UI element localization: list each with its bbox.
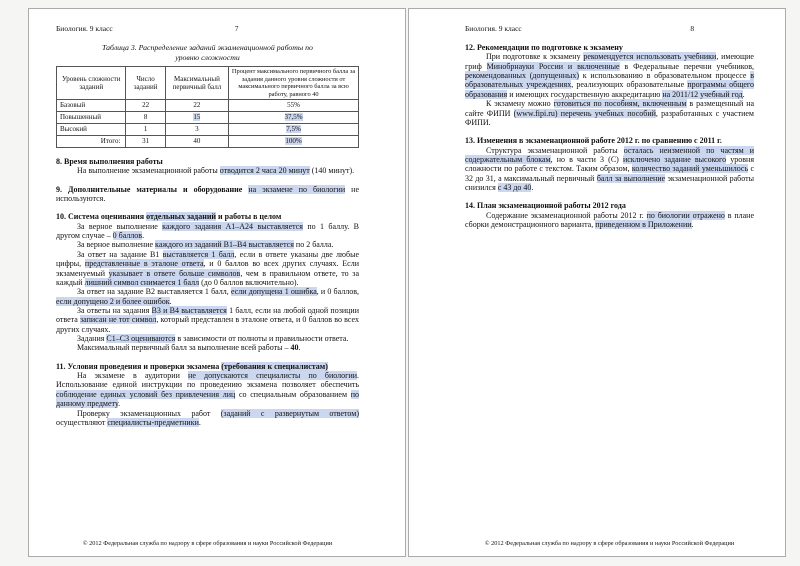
selection-highlight: программы общего образования bbox=[465, 80, 754, 99]
paragraph: За верное выполнение каждого задания А1–А24 выставляется по 1 баллу. В другом случае – 0 баллов. bbox=[56, 221, 359, 241]
paragraph: При подготовке к экзамену рекомендуется использовать учебники, имеющие гриф Минобрнауки России и включенные в Федеральные перечни учебников, рекомендованных (допущенных) к использованию в образовательном процессе в образовательных учреждениях, реализующих образовательные программы общего образования и имеющих государственную аккредитацию на 2011/12 учебный год. bbox=[465, 52, 754, 99]
document-section bbox=[56, 212, 359, 352]
paragraph: Задания С1–С3 оцениваются в зависимости от полноты и правильности ответа. bbox=[77, 334, 349, 344]
page-7-content bbox=[56, 157, 359, 427]
table-row bbox=[57, 99, 359, 111]
selection-highlight: лишний символ снимается 1 балл bbox=[84, 277, 200, 287]
selection-highlight: указывает в ответе больше символов bbox=[108, 268, 241, 278]
table-cell bbox=[229, 123, 359, 135]
selection-highlight: с 43 до 40 bbox=[497, 183, 532, 193]
selection-highlight: если допущено 2 и более ошибок bbox=[56, 296, 170, 306]
selection-highlight: 15 bbox=[193, 113, 201, 122]
document-section bbox=[465, 43, 754, 127]
selection-highlight: каждого задания А1–А24 выставляется bbox=[162, 221, 303, 231]
table-cell: 3 bbox=[165, 123, 228, 135]
document-section bbox=[56, 185, 359, 204]
selection-highlight: в образовательных учреждениях bbox=[465, 71, 754, 90]
paragraph: Проверку экзаменационных работ (заданий с развернутым ответом) осуществляют специалисты-предметники. bbox=[56, 408, 360, 427]
selection-highlight: 37,5% bbox=[284, 113, 303, 122]
table-header-cell: Процент максимального первичного балла за задания данного уровня сложности от максимального первичного балла за всю работу, равного 40 bbox=[229, 67, 359, 99]
selection-highlight: по данному предмету bbox=[56, 389, 359, 409]
difficulty-table bbox=[56, 66, 359, 147]
selection-highlight: рекомендованных (допущенных) bbox=[465, 71, 580, 81]
table-row bbox=[57, 111, 359, 123]
document-section bbox=[56, 157, 359, 176]
page-number: 8 bbox=[690, 24, 695, 33]
selection-highlight: каждого из заданий В1–В4 выставляется bbox=[155, 240, 294, 250]
paragraph: За ответ на задание В2 выставляется 1 балл, если допущена 1 ошибка, и 0 баллов, если допущено 2 и более ошибок. bbox=[56, 287, 360, 306]
selection-highlight: осталась неизменной по частям и содержательным блокам bbox=[465, 145, 754, 164]
section-heading: 8. Время выполнения работы bbox=[56, 156, 163, 166]
selection-highlight: если допущена 1 ошибка bbox=[230, 287, 317, 297]
table-caption: Таблица 3. Распределение заданий экзаменационной работы по уровню сложности bbox=[102, 43, 313, 62]
running-title: Биология. 9 класс bbox=[465, 24, 522, 33]
paragraph: На выполнение экзаменационной работы отводится 2 часа 20 минут (140 минут). bbox=[77, 166, 355, 176]
table-row bbox=[57, 123, 359, 135]
page-8-content bbox=[465, 43, 754, 229]
table-cell: Высокий bbox=[57, 123, 126, 135]
selection-highlight: рекомендуется использовать учебники bbox=[583, 52, 717, 62]
paragraph: Максимальный первичный балл за выполнение всей работы – 40. bbox=[77, 343, 301, 353]
page-header bbox=[465, 24, 754, 34]
paragraph: На экзамене в аудитории не допускаются специалисты по биологии. Использование единой инструкции по проведению экзамена позволяет обеспечить соблюдение единых условий без привлечения лиц со специальным образованием по данному предмету. bbox=[56, 371, 360, 409]
document-section bbox=[465, 136, 754, 192]
page-footer: © 2012 Федеральная служба по надзору в сфере образования и науки Российской Федерации bbox=[82, 540, 333, 547]
selection-highlight: на экзамене по биологии bbox=[248, 184, 346, 194]
page-header bbox=[56, 24, 359, 34]
table-header-row bbox=[57, 67, 359, 99]
selection-highlight: количество заданий уменьшилось bbox=[631, 164, 749, 174]
selection-highlight: приведенном в Приложении bbox=[595, 220, 692, 230]
selection-highlight: на 2011/12 учебный год bbox=[662, 89, 743, 99]
section-heading: 10. Система оценивания отдельных заданий и работы в целом bbox=[56, 212, 282, 222]
paragraph: Структура экзаменационной работы осталась неизменной по частям и содержательным блокам, но в части 3 (С) исключено задание высокого уровня сложности по работе с текстом. Таким образом, количество заданий уменьшилось с 32 до 31, а максимальный первичный балл за выполнение экзаменационной работы снизился с 43 до 40. bbox=[465, 145, 755, 193]
section-heading: 11. Условия проведения и проверки экзамена (требования к специалистам) bbox=[56, 361, 328, 371]
selection-highlight: 0 баллов bbox=[112, 231, 143, 241]
paragraph: 9. Дополнительные материалы и оборудование на экзамене по биологии не используются. bbox=[56, 184, 359, 203]
table-cell: 22 bbox=[165, 99, 228, 111]
selection-highlight: по биологии отражено bbox=[646, 210, 725, 220]
section-heading: 13. Изменения в экзаменационной работе 2012 г. по сравнению с 2011 г. bbox=[465, 136, 722, 146]
document-section bbox=[56, 362, 359, 428]
paragraph: К экзамену можно готовиться по пособиям, включенным в размещенный на сайте ФИПИ (www.fipi.ru) перечень учебных пособий, разработанных с участием ФИПИ. bbox=[465, 99, 755, 127]
page-7 bbox=[28, 8, 406, 557]
selection-highlight: (требования к специалистам) bbox=[221, 361, 328, 371]
table-cell: Итого: bbox=[57, 135, 126, 147]
selection-highlight: В3 и В4 выставляется bbox=[151, 305, 227, 315]
table-cell: 31 bbox=[126, 135, 165, 147]
table-cell: 55% bbox=[229, 99, 359, 111]
selection-highlight: (заданий с развернутым ответом) bbox=[220, 408, 360, 418]
paragraph: За верное выполнение каждого из заданий В1–В4 выставляется по 2 балла. bbox=[77, 240, 334, 250]
paragraph: За ответ на задание В1 выставляется 1 балл, если в ответе указаны две любые цифры, представленные в эталоне ответа, и 0 баллов во всех других случаях. Если экзаменуемый указывает в ответе больше символов, чем в правильном ответе, то за каждый лишний символ снимается 1 балл (до 0 баллов включительно). bbox=[56, 249, 360, 287]
page-number: 7 bbox=[234, 24, 239, 33]
selection-highlight: исключено задание высокого bbox=[622, 154, 727, 164]
selection-highlight: С1–С3 оцениваются bbox=[106, 334, 176, 344]
selection-highlight: Минобрнауки России и включенные bbox=[486, 61, 620, 71]
table-header-cell: Максимальный первичный балл bbox=[165, 67, 228, 99]
table-cell: 8 bbox=[126, 111, 165, 123]
table-cell: 40 bbox=[165, 135, 228, 147]
selection-highlight: выставляется 1 балл bbox=[162, 249, 235, 259]
selection-highlight: отдельных заданий bbox=[146, 212, 217, 222]
selection-highlight: отводится 2 часа 20 минут bbox=[219, 166, 310, 176]
table-cell: Базовый bbox=[57, 99, 126, 111]
selection-highlight: представленные в эталоне ответа bbox=[84, 259, 204, 269]
selection-highlight: специалисты-предметники bbox=[107, 417, 199, 427]
selection-highlight: балл за выполнение bbox=[596, 173, 666, 183]
table-row bbox=[57, 135, 359, 147]
selection-highlight: (www.fipi.ru) перечень учебных пособий bbox=[513, 108, 656, 118]
table-cell bbox=[165, 111, 228, 123]
table-cell: 1 bbox=[126, 123, 165, 135]
running-title: Биология. 9 класс bbox=[56, 24, 113, 33]
paragraph: За ответы на задания В3 и В4 выставляется 1 балл, если на любой одной позиции ответа записан не тот символ, который представлен в эталоне ответа, и 0 баллов во всех других случаях. bbox=[56, 305, 360, 334]
page-footer: © 2012 Федеральная служба по надзору в сфере образования и науки Российской Федерации bbox=[484, 540, 735, 547]
document-section bbox=[465, 201, 754, 229]
selection-highlight: записан не тот символ bbox=[80, 315, 157, 325]
selection-highlight: готовиться по пособиям, включенным bbox=[553, 99, 687, 109]
paragraph: Содержание экзаменационной работы 2012 г. по биологии отражено в плане сборки демонстрационного варианта, приведенном в Приложении. bbox=[465, 210, 754, 230]
selection-highlight: 100% bbox=[285, 137, 302, 146]
table-cell bbox=[229, 111, 359, 123]
table-cell: 22 bbox=[126, 99, 165, 111]
selection-highlight: не допускаются специалисты по биологии bbox=[188, 371, 358, 381]
selection-highlight: 7,5% bbox=[286, 125, 301, 134]
section-heading: 12. Рекомендации по подготовке к экзамену bbox=[465, 43, 623, 52]
table-cell bbox=[229, 135, 359, 147]
table-header-cell: Уровень сложности заданий bbox=[57, 67, 126, 99]
table-header-cell: Число заданий bbox=[126, 67, 165, 99]
section-heading: 14. План экзаменационной работы 2012 года bbox=[465, 201, 626, 211]
page-8 bbox=[408, 8, 786, 557]
table-cell: Повышенный bbox=[57, 111, 126, 123]
selection-highlight: соблюдение единых условий без привлечения лиц bbox=[56, 389, 236, 399]
